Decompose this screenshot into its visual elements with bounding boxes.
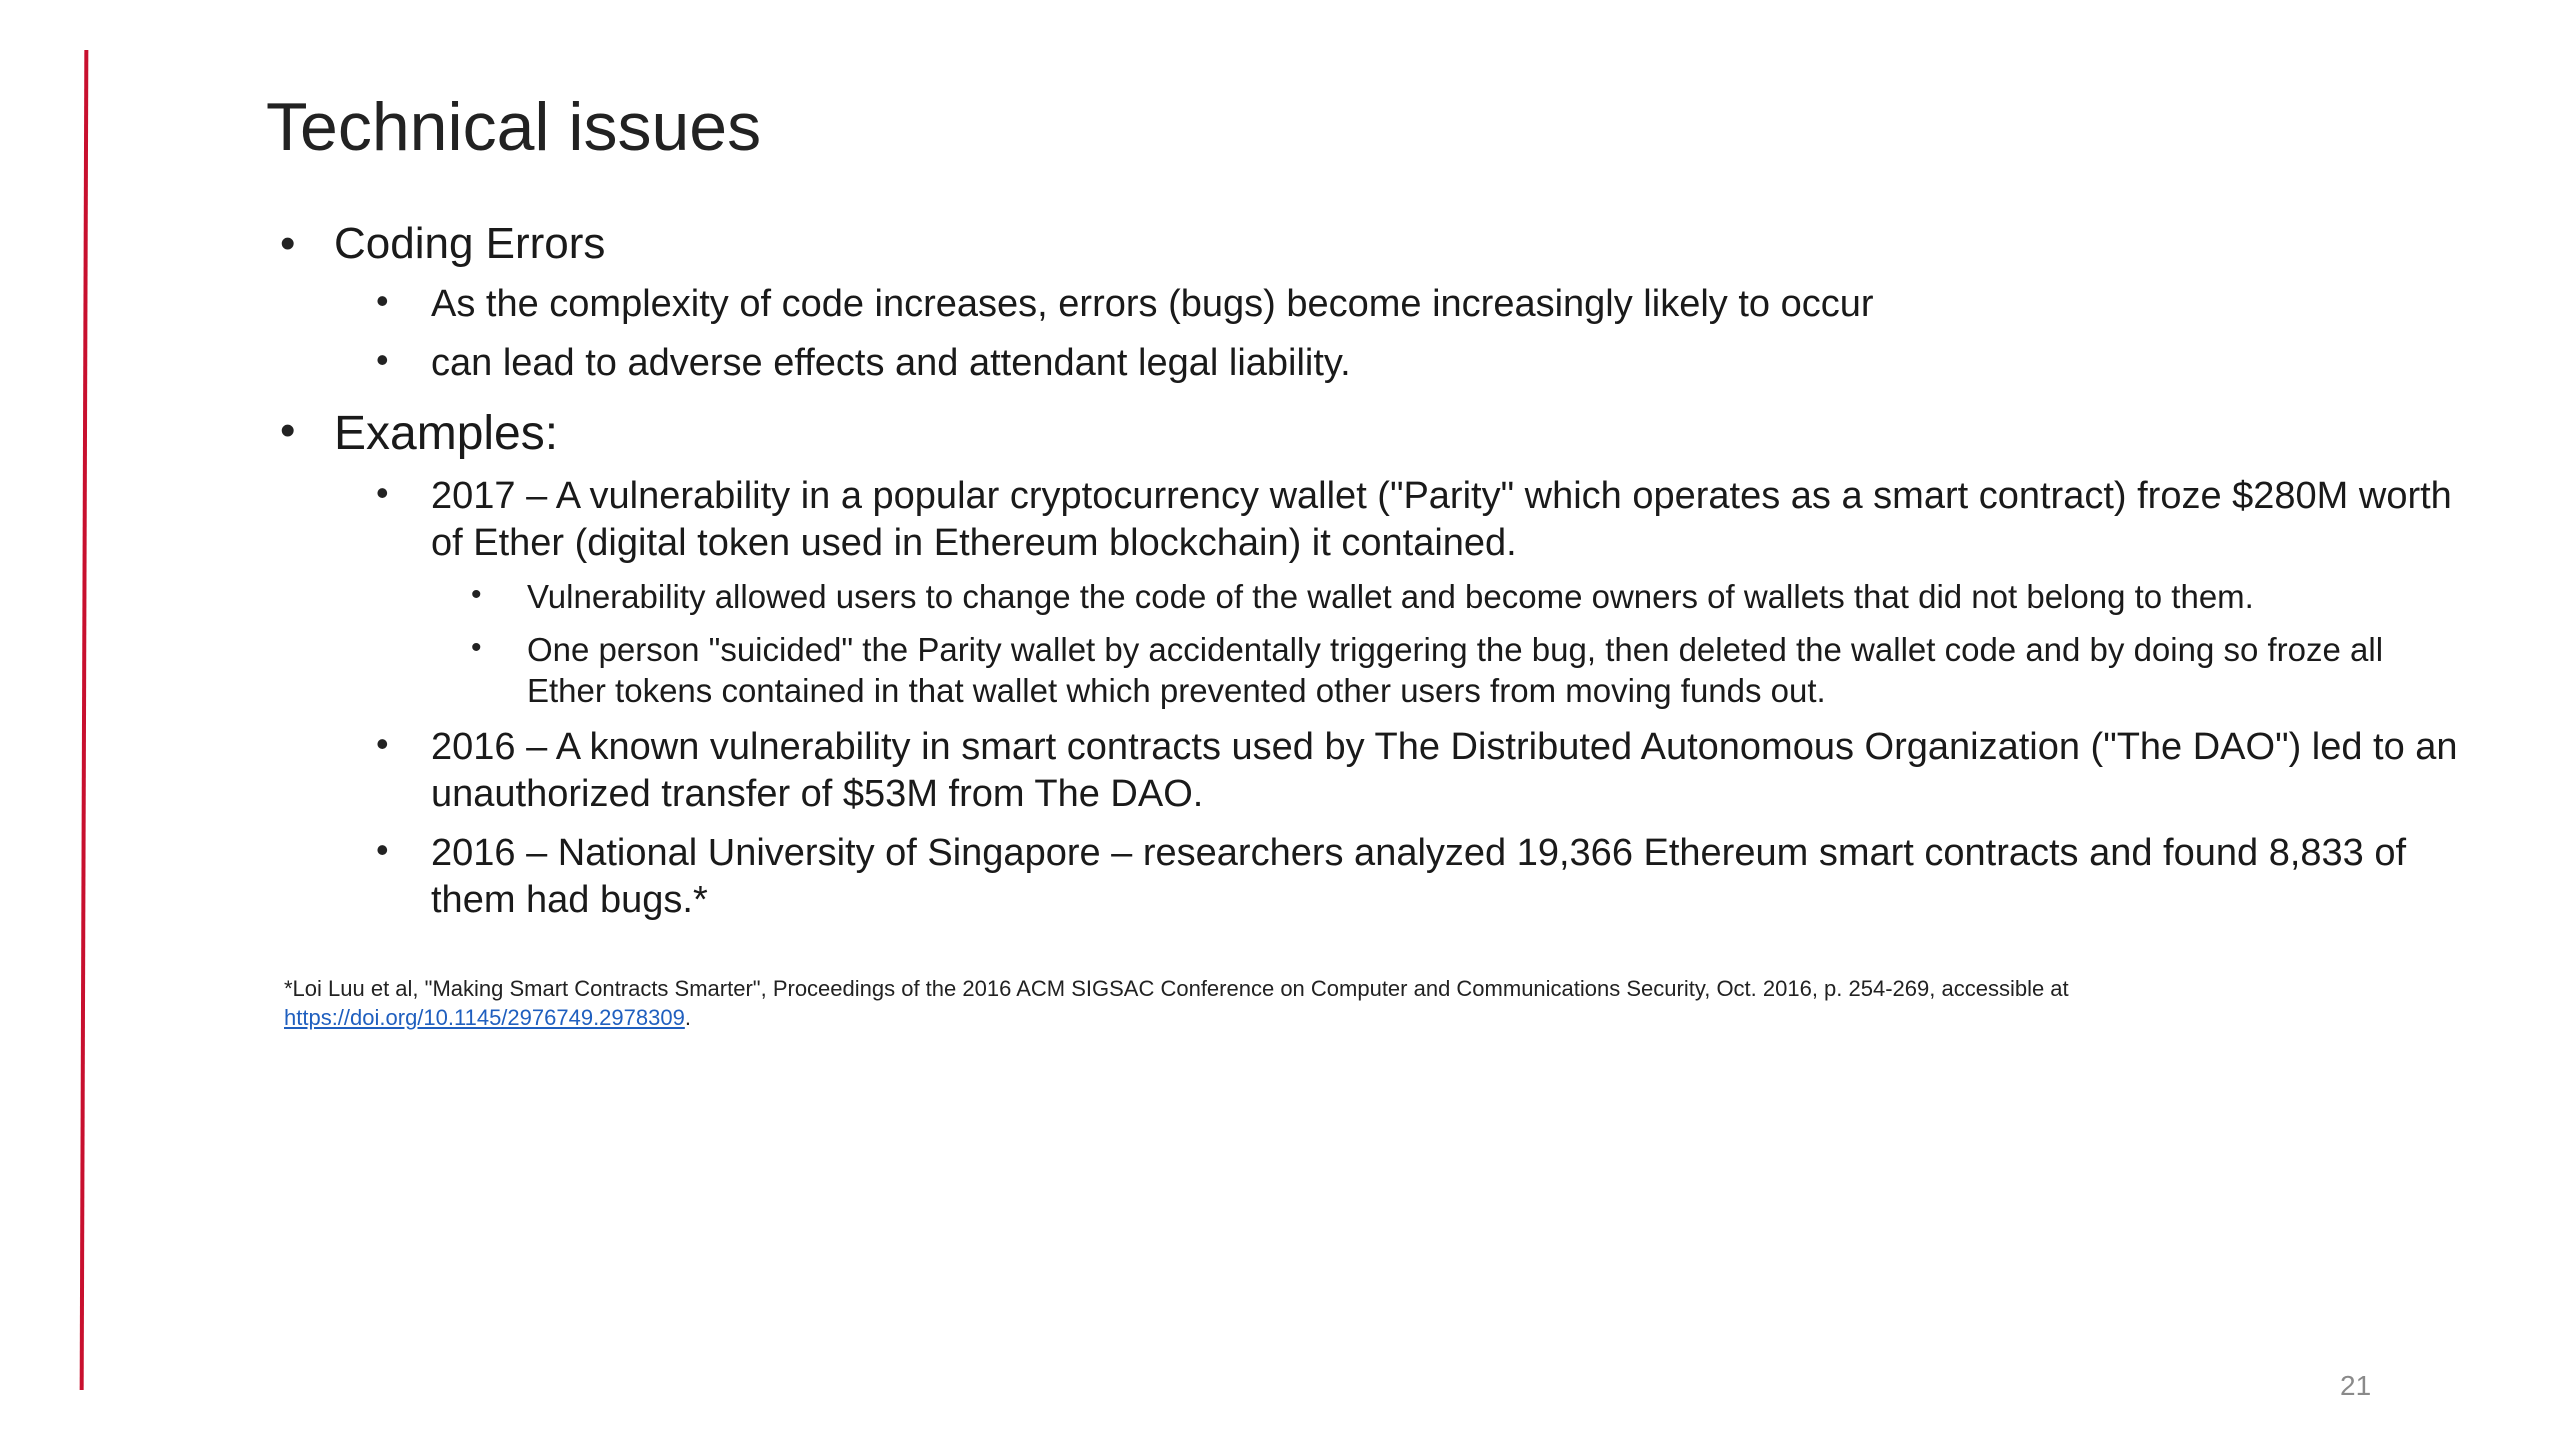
footnote-text: *Loi Luu et al, "Making Smart Contracts Smarter", Proceedings of the 2016 ACM SIGSAC Conference on Computer and Communications Security, Oct. 2016, p. 254-269, accessible at	[284, 976, 2069, 1001]
footnote-doi-link[interactable]: https://doi.org/10.1145/2976749.2978309	[284, 1005, 685, 1031]
sub-sub-bullet-suicided: • One person "suicided" the Parity wallet by accidentally triggering the bug, then deleted the wallet code and by doing so froze all Ether tokens contained in that wallet which prevented other users from moving funds out.	[471, 630, 2460, 712]
bullet-text: • Coding Errors	[334, 219, 606, 268]
sub-bullet-list	[376, 281, 2460, 387]
sub-bullet-2016-dao: • 2016 – A known vulnerability in smart contracts used by The Distributed Autonomous Organization ("The DAO") led to an unauthorized transfer of $53M from The DAO.	[376, 724, 2460, 818]
sub-bullet-list	[376, 473, 2460, 924]
sub-sub-bullet-ownership: • Vulnerability allowed users to change the code of the wallet and become owners of wallets that did not belong to them.	[471, 577, 2460, 618]
sub-bullet-liability: • can lead to adverse effects and attendant legal liability.	[376, 340, 2460, 387]
bullet-coding-errors	[280, 218, 2460, 387]
page-number: 21	[2340, 1370, 2372, 1401]
slide-accent-line	[80, 50, 89, 1390]
sub-bullet-2016-nus: • 2016 – National University of Singapore – researchers analyzed 19,366 Ethereum smart contracts and found 8,833 of them had bugs.*	[376, 830, 2460, 924]
sub-bullet-2017-parity	[376, 473, 2460, 712]
bullet-examples	[280, 405, 2460, 924]
footnote-trailing: .	[684, 1005, 691, 1031]
slide-title: Technical issues	[266, 89, 762, 165]
bullet-text: • Examples:	[334, 407, 559, 461]
bullet-list	[280, 218, 2460, 924]
slide-content	[280, 218, 2460, 936]
sub-bullet-text: 2017 – A vulnerability in a popular cryptocurrency wallet ("Parity" which operates as a smart contract) froze $280M worth of Ether (digital token used in Ethereum blockchain) it contained.	[431, 474, 2452, 564]
footnote	[284, 974, 2484, 1032]
sub-sub-bullet-list	[471, 577, 2460, 712]
sub-bullet-complexity: • As the complexity of code increases, errors (bugs) become increasingly likely to occur	[376, 281, 2460, 328]
